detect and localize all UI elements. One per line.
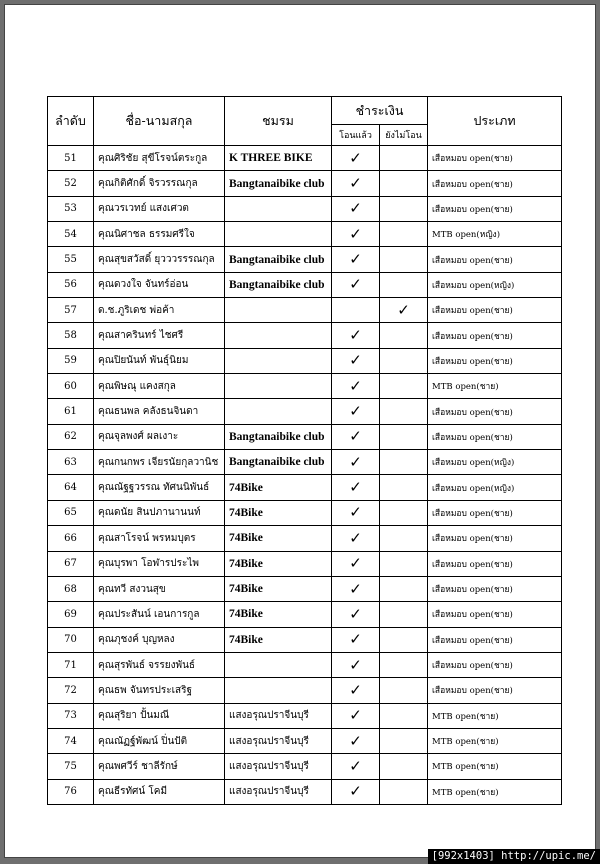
paid-cell bbox=[332, 652, 380, 677]
club-name bbox=[225, 323, 332, 348]
participant-name: คุณสุขสวัสดิ์ ยุวววรรรณกุล bbox=[94, 247, 225, 272]
row-number: 62 bbox=[48, 424, 94, 449]
check-icon: ✓ bbox=[349, 452, 362, 471]
row-number: 55 bbox=[48, 247, 94, 272]
category: เสือหมอบ open(ชาย) bbox=[428, 602, 562, 627]
check-icon: ✓ bbox=[349, 224, 362, 243]
category: เสือหมอบ open(หญิง) bbox=[428, 475, 562, 500]
row-number: 57 bbox=[48, 298, 94, 323]
club-name bbox=[225, 374, 332, 399]
category: เสือหมอบ open(ชาย) bbox=[428, 171, 562, 196]
club-name: 74Bike bbox=[225, 475, 332, 500]
paid-cell bbox=[332, 500, 380, 525]
category: เสือหมอบ open(ชาย) bbox=[428, 247, 562, 272]
unpaid-cell bbox=[380, 323, 428, 348]
participant-name: คุณดนัย สินปภานานนท์ bbox=[94, 500, 225, 525]
row-number: 52 bbox=[48, 171, 94, 196]
unpaid-cell bbox=[380, 222, 428, 247]
paid-cell bbox=[332, 526, 380, 551]
header-no: ลำดับ bbox=[48, 97, 94, 146]
check-icon: ✓ bbox=[349, 326, 362, 345]
unpaid-cell bbox=[380, 247, 428, 272]
row-number: 72 bbox=[48, 678, 94, 703]
check-icon: ✓ bbox=[349, 351, 362, 370]
table-row bbox=[48, 526, 562, 551]
paid-cell bbox=[332, 146, 380, 171]
check-icon: ✓ bbox=[349, 199, 362, 218]
table-row bbox=[48, 348, 562, 373]
table-row bbox=[48, 374, 562, 399]
unpaid-cell bbox=[380, 652, 428, 677]
row-number: 58 bbox=[48, 323, 94, 348]
check-icon: ✓ bbox=[349, 503, 362, 522]
participant-name: คุณกิติศักดิ์ จิรวรรณกุล bbox=[94, 171, 225, 196]
check-icon: ✓ bbox=[349, 579, 362, 598]
club-name: Bangtanaibike club bbox=[225, 171, 332, 196]
club-name bbox=[225, 196, 332, 221]
header-paid: โอนแล้ว bbox=[332, 125, 380, 146]
club-name: Bangtanaibike club bbox=[225, 272, 332, 297]
participant-name: คุณณัฐฐวรรณ ทัศนนิพันธ์ bbox=[94, 475, 225, 500]
paid-cell bbox=[332, 703, 380, 728]
club-name bbox=[225, 678, 332, 703]
table-row bbox=[48, 298, 562, 323]
check-icon: ✓ bbox=[349, 731, 362, 750]
check-icon: ✓ bbox=[349, 478, 362, 497]
row-number: 54 bbox=[48, 222, 94, 247]
paid-cell bbox=[332, 323, 380, 348]
header-unpaid: ยังไม่โอน bbox=[380, 125, 428, 146]
paid-cell bbox=[332, 222, 380, 247]
table-row bbox=[48, 247, 562, 272]
paid-cell bbox=[332, 450, 380, 475]
table-row bbox=[48, 627, 562, 652]
table-row bbox=[48, 475, 562, 500]
row-number: 66 bbox=[48, 526, 94, 551]
paid-cell bbox=[332, 678, 380, 703]
club-name: 74Bike bbox=[225, 526, 332, 551]
paid-cell bbox=[332, 576, 380, 601]
category: เสือหมอบ open(ชาย) bbox=[428, 146, 562, 171]
participant-name: คุณประสันน์ เอนการกูล bbox=[94, 602, 225, 627]
check-icon: ✓ bbox=[349, 655, 362, 674]
unpaid-cell bbox=[380, 272, 428, 297]
check-icon: ✓ bbox=[349, 782, 362, 801]
participant-name: คุณสาครินทร์ ไชศรี bbox=[94, 323, 225, 348]
check-icon: ✓ bbox=[349, 680, 362, 699]
row-number: 63 bbox=[48, 450, 94, 475]
table-row bbox=[48, 576, 562, 601]
row-number: 75 bbox=[48, 754, 94, 779]
category: เสือหมอบ open(ชาย) bbox=[428, 196, 562, 221]
category: MTB open(หญิง) bbox=[428, 222, 562, 247]
table-row bbox=[48, 754, 562, 779]
participant-name: คุณณัฏฐ์พัฒน์ ปิ่นปัติ bbox=[94, 728, 225, 753]
row-number: 76 bbox=[48, 779, 94, 804]
participant-name: คุณธนพล คลังธนจินดา bbox=[94, 399, 225, 424]
club-name: Bangtanaibike club bbox=[225, 450, 332, 475]
row-number: 71 bbox=[48, 652, 94, 677]
table-row bbox=[48, 323, 562, 348]
check-icon: ✓ bbox=[349, 250, 362, 269]
category: เสือหมอบ open(ชาย) bbox=[428, 323, 562, 348]
paid-cell bbox=[332, 298, 380, 323]
club-name: 74Bike bbox=[225, 576, 332, 601]
table-row bbox=[48, 703, 562, 728]
club-name: 74Bike bbox=[225, 500, 332, 525]
unpaid-cell bbox=[380, 374, 428, 399]
unpaid-cell bbox=[380, 475, 428, 500]
paid-cell bbox=[332, 728, 380, 753]
row-number: 64 bbox=[48, 475, 94, 500]
row-number: 68 bbox=[48, 576, 94, 601]
paid-cell bbox=[332, 374, 380, 399]
participant-name: คุณปิยนันท์ พันธุ์นิยม bbox=[94, 348, 225, 373]
unpaid-cell bbox=[380, 171, 428, 196]
category: MTB open(ชาย) bbox=[428, 703, 562, 728]
participant-name: ด.ช.ภูริเดช พ่อค้า bbox=[94, 298, 225, 323]
unpaid-cell bbox=[380, 526, 428, 551]
unpaid-cell bbox=[380, 576, 428, 601]
category: เสือหมอบ open(ชาย) bbox=[428, 348, 562, 373]
participant-name: คุณสาโรจน์ พรหมบุตร bbox=[94, 526, 225, 551]
row-number: 59 bbox=[48, 348, 94, 373]
image-watermark: [992x1403] http://upic.me/ bbox=[428, 849, 600, 864]
club-name: แสงอรุณปราจีนบุรี bbox=[225, 728, 332, 753]
check-icon: ✓ bbox=[349, 148, 362, 167]
paid-cell bbox=[332, 348, 380, 373]
row-number: 70 bbox=[48, 627, 94, 652]
unpaid-cell bbox=[380, 703, 428, 728]
category: เสือหมอบ open(ชาย) bbox=[428, 678, 562, 703]
unpaid-cell bbox=[380, 348, 428, 373]
participant-name: คุณนิศาชล ธรรมศรีใจ bbox=[94, 222, 225, 247]
category: MTB open(ชาย) bbox=[428, 779, 562, 804]
check-icon: ✓ bbox=[349, 174, 362, 193]
category: เสือหมอบ open(ชาย) bbox=[428, 298, 562, 323]
participant-name: คุณดวงใจ จันทร์อ่อน bbox=[94, 272, 225, 297]
unpaid-cell bbox=[380, 424, 428, 449]
unpaid-cell bbox=[380, 500, 428, 525]
table-row bbox=[48, 602, 562, 627]
club-name: Bangtanaibike club bbox=[225, 247, 332, 272]
check-icon: ✓ bbox=[397, 300, 410, 319]
registration-table bbox=[47, 96, 562, 805]
club-name: K THREE BIKE bbox=[225, 146, 332, 171]
participant-name: คุณศิริชัย สุขีโรจน์ตระกูล bbox=[94, 146, 225, 171]
check-icon: ✓ bbox=[349, 706, 362, 725]
unpaid-cell bbox=[380, 779, 428, 804]
participant-name: คุณพิษณุ แคงสกุล bbox=[94, 374, 225, 399]
club-name: แสงอรุณปราจีนบุรี bbox=[225, 779, 332, 804]
row-number: 51 bbox=[48, 146, 94, 171]
participant-name: คุณพศวีร์ ชาลีรักษ์ bbox=[94, 754, 225, 779]
table-row bbox=[48, 652, 562, 677]
table-row bbox=[48, 272, 562, 297]
club-name: แสงอรุณปราจีนบุรี bbox=[225, 703, 332, 728]
category: เสือหมอบ open(ชาย) bbox=[428, 652, 562, 677]
category: MTB open(ชาย) bbox=[428, 754, 562, 779]
category: เสือหมอบ open(หญิง) bbox=[428, 450, 562, 475]
unpaid-cell bbox=[380, 754, 428, 779]
row-number: 65 bbox=[48, 500, 94, 525]
participant-name: คุณจุลพงศ์ ผลเงาะ bbox=[94, 424, 225, 449]
table-row bbox=[48, 196, 562, 221]
table-row bbox=[48, 779, 562, 804]
category: เสือหมอบ open(ชาย) bbox=[428, 627, 562, 652]
club-name bbox=[225, 298, 332, 323]
participant-name: คุณภุชงค์ บุญหลง bbox=[94, 627, 225, 652]
participant-name: คุณวรเวทย์ แสงเศวต bbox=[94, 196, 225, 221]
check-icon: ✓ bbox=[349, 756, 362, 775]
table-row bbox=[48, 222, 562, 247]
table-row bbox=[48, 450, 562, 475]
table-row bbox=[48, 728, 562, 753]
table-row bbox=[48, 424, 562, 449]
row-number: 60 bbox=[48, 374, 94, 399]
participant-name: คุณสุริยา ปั้นมณี bbox=[94, 703, 225, 728]
table-row bbox=[48, 146, 562, 171]
table-row bbox=[48, 551, 562, 576]
paid-cell bbox=[332, 272, 380, 297]
unpaid-cell bbox=[380, 678, 428, 703]
category: เสือหมอบ open(ชาย) bbox=[428, 526, 562, 551]
check-icon: ✓ bbox=[349, 402, 362, 421]
participant-name: คุณสุรพันธ์ จรรยงพันธ์ bbox=[94, 652, 225, 677]
paid-cell bbox=[332, 424, 380, 449]
header-payment: ชำระเงิน bbox=[332, 97, 428, 125]
club-name: 74Bike bbox=[225, 551, 332, 576]
row-number: 67 bbox=[48, 551, 94, 576]
club-name: Bangtanaibike club bbox=[225, 424, 332, 449]
club-name: แสงอรุณปราจีนบุรี bbox=[225, 754, 332, 779]
unpaid-cell bbox=[380, 627, 428, 652]
table-row bbox=[48, 171, 562, 196]
check-icon: ✓ bbox=[349, 630, 362, 649]
check-icon: ✓ bbox=[349, 427, 362, 446]
unpaid-cell bbox=[380, 399, 428, 424]
paid-cell bbox=[332, 399, 380, 424]
row-number: 69 bbox=[48, 602, 94, 627]
check-icon: ✓ bbox=[349, 528, 362, 547]
header-club: ชมรม bbox=[225, 97, 332, 146]
participant-name: คุณทวี สงวนสุข bbox=[94, 576, 225, 601]
row-number: 73 bbox=[48, 703, 94, 728]
category: MTB open(ชาย) bbox=[428, 728, 562, 753]
check-icon: ✓ bbox=[349, 604, 362, 623]
document-page bbox=[4, 4, 596, 858]
club-name bbox=[225, 222, 332, 247]
participant-name: คุณบุรพา โอฬารประไพ bbox=[94, 551, 225, 576]
paid-cell bbox=[332, 754, 380, 779]
unpaid-cell bbox=[380, 450, 428, 475]
paid-cell bbox=[332, 196, 380, 221]
row-number: 74 bbox=[48, 728, 94, 753]
club-name bbox=[225, 652, 332, 677]
unpaid-cell bbox=[380, 196, 428, 221]
club-name: 74Bike bbox=[225, 627, 332, 652]
table-row bbox=[48, 500, 562, 525]
paid-cell bbox=[332, 627, 380, 652]
paid-cell bbox=[332, 602, 380, 627]
participant-name: คุณกนกพร เจียรนัยกุลวานิช bbox=[94, 450, 225, 475]
participant-name: คุณธีรทัศน์ โคมี bbox=[94, 779, 225, 804]
club-name bbox=[225, 348, 332, 373]
category: เสือหมอบ open(ชาย) bbox=[428, 576, 562, 601]
unpaid-cell bbox=[380, 298, 428, 323]
category: เสือหมอบ open(ชาย) bbox=[428, 424, 562, 449]
row-number: 56 bbox=[48, 272, 94, 297]
header-name: ชื่อ-นามสกุล bbox=[94, 97, 225, 146]
participant-name: คุณธพ จันทรประเสริฐ bbox=[94, 678, 225, 703]
category: เสือหมอบ open(หญิง) bbox=[428, 272, 562, 297]
paid-cell bbox=[332, 475, 380, 500]
paid-cell bbox=[332, 171, 380, 196]
row-number: 61 bbox=[48, 399, 94, 424]
category: เสือหมอบ open(ชาย) bbox=[428, 500, 562, 525]
table-row bbox=[48, 678, 562, 703]
paid-cell bbox=[332, 551, 380, 576]
row-number: 53 bbox=[48, 196, 94, 221]
unpaid-cell bbox=[380, 602, 428, 627]
unpaid-cell bbox=[380, 551, 428, 576]
check-icon: ✓ bbox=[349, 275, 362, 294]
header-category: ประเภท bbox=[428, 97, 562, 146]
check-icon: ✓ bbox=[349, 554, 362, 573]
table-row bbox=[48, 399, 562, 424]
club-name: 74Bike bbox=[225, 602, 332, 627]
paid-cell bbox=[332, 247, 380, 272]
check-icon: ✓ bbox=[349, 376, 362, 395]
club-name bbox=[225, 399, 332, 424]
category: เสือหมอบ open(ชาย) bbox=[428, 399, 562, 424]
paid-cell bbox=[332, 779, 380, 804]
category: เสือหมอบ open(ชาย) bbox=[428, 551, 562, 576]
unpaid-cell bbox=[380, 728, 428, 753]
unpaid-cell bbox=[380, 146, 428, 171]
category: MTB open(ชาย) bbox=[428, 374, 562, 399]
